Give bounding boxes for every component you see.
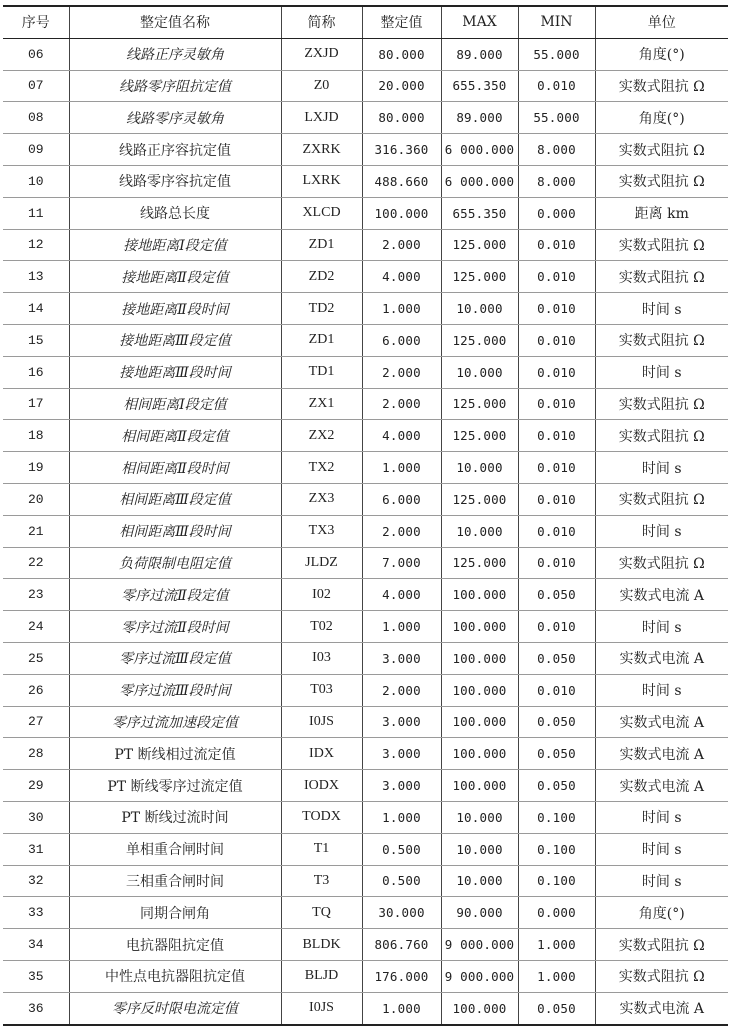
setting-name: 电抗器阻抗定值 — [69, 929, 281, 961]
setting-value: 1.000 — [362, 992, 441, 1024]
table-row — [3, 579, 728, 611]
row-number: 29 — [3, 770, 69, 802]
setting-abbr: BLDK — [281, 929, 362, 961]
setting-min: 55.000 — [518, 38, 595, 70]
setting-name: PT 断线相过流定值 — [69, 738, 281, 770]
setting-unit: 实数式阻抗 Ω — [595, 70, 728, 102]
setting-max: 10.000 — [441, 865, 518, 897]
setting-abbr: IODX — [281, 770, 362, 802]
setting-min: 0.010 — [518, 261, 595, 293]
setting-abbr: JLDZ — [281, 547, 362, 579]
row-number: 22 — [3, 547, 69, 579]
setting-min: 0.100 — [518, 833, 595, 865]
setting-max: 89.000 — [441, 102, 518, 134]
setting-unit: 实数式阻抗 Ω — [595, 960, 728, 992]
setting-unit: 实数式阻抗 Ω — [595, 229, 728, 261]
setting-value: 0.500 — [362, 833, 441, 865]
table-row — [3, 897, 728, 929]
setting-min: 55.000 — [518, 102, 595, 134]
setting-abbr: ZX1 — [281, 388, 362, 420]
table-row — [3, 483, 728, 515]
setting-name: 零序过流Ⅱ段定值 — [69, 579, 281, 611]
row-number: 34 — [3, 929, 69, 961]
setting-max: 90.000 — [441, 897, 518, 929]
setting-min: 0.050 — [518, 642, 595, 674]
setting-name: 零序过流Ⅲ段定值 — [69, 642, 281, 674]
setting-value: 806.760 — [362, 929, 441, 961]
setting-max: 100.000 — [441, 706, 518, 738]
setting-unit: 实数式阻抗 Ω — [595, 165, 728, 197]
row-number: 07 — [3, 70, 69, 102]
setting-value: 316.360 — [362, 134, 441, 166]
setting-min: 1.000 — [518, 929, 595, 961]
setting-name: 相间距离Ⅱ段定值 — [69, 420, 281, 452]
setting-abbr: TD2 — [281, 293, 362, 325]
table-row — [3, 960, 728, 992]
setting-min: 0.010 — [518, 611, 595, 643]
setting-name: 接地距离Ⅰ段定值 — [69, 229, 281, 261]
table-row — [3, 293, 728, 325]
table-row — [3, 770, 728, 802]
setting-min: 0.010 — [518, 547, 595, 579]
setting-unit: 实数式阻抗 Ω — [595, 547, 728, 579]
setting-name: 线路零序容抗定值 — [69, 165, 281, 197]
header-row — [3, 6, 728, 38]
setting-min: 0.010 — [518, 70, 595, 102]
row-number: 20 — [3, 483, 69, 515]
setting-abbr: ZD1 — [281, 229, 362, 261]
setting-value: 1.000 — [362, 452, 441, 484]
setting-abbr: TX3 — [281, 515, 362, 547]
setting-name: 中性点电抗器阻抗定值 — [69, 960, 281, 992]
table-row — [3, 833, 728, 865]
header-abbr: 简称 — [281, 6, 362, 38]
setting-name: 单相重合闸时间 — [69, 833, 281, 865]
setting-max: 100.000 — [441, 579, 518, 611]
setting-unit: 实数式电流 A — [595, 992, 728, 1024]
setting-unit: 实数式电流 A — [595, 706, 728, 738]
setting-name: 线路正序容抗定值 — [69, 134, 281, 166]
setting-max: 9 000.000 — [441, 929, 518, 961]
setting-unit: 距离 km — [595, 197, 728, 229]
setting-max: 10.000 — [441, 356, 518, 388]
setting-max: 125.000 — [441, 547, 518, 579]
row-number: 32 — [3, 865, 69, 897]
setting-max: 125.000 — [441, 229, 518, 261]
setting-unit: 实数式阻抗 Ω — [595, 261, 728, 293]
setting-value: 4.000 — [362, 261, 441, 293]
table-row — [3, 642, 728, 674]
setting-unit: 角度(°) — [595, 897, 728, 929]
setting-name: 零序过流Ⅲ段时间 — [69, 674, 281, 706]
setting-unit: 实数式阻抗 Ω — [595, 929, 728, 961]
setting-unit: 实数式电流 A — [595, 770, 728, 802]
row-number: 28 — [3, 738, 69, 770]
row-number: 13 — [3, 261, 69, 293]
setting-unit: 实数式阻抗 Ω — [595, 134, 728, 166]
setting-min: 0.010 — [518, 229, 595, 261]
setting-abbr: I02 — [281, 579, 362, 611]
setting-max: 125.000 — [441, 388, 518, 420]
setting-value: 4.000 — [362, 579, 441, 611]
setting-min: 0.010 — [518, 515, 595, 547]
setting-max: 100.000 — [441, 992, 518, 1024]
setting-abbr: ZX2 — [281, 420, 362, 452]
setting-max: 100.000 — [441, 642, 518, 674]
setting-name: 相间距离Ⅲ段定值 — [69, 483, 281, 515]
setting-abbr: TX2 — [281, 452, 362, 484]
setting-name: PT 断线过流时间 — [69, 801, 281, 833]
setting-min: 0.000 — [518, 197, 595, 229]
row-number: 36 — [3, 992, 69, 1024]
setting-name: 相间距离Ⅱ段时间 — [69, 452, 281, 484]
setting-value: 1.000 — [362, 293, 441, 325]
setting-value: 488.660 — [362, 165, 441, 197]
table-row — [3, 801, 728, 833]
setting-name: 相间距离Ⅰ段定值 — [69, 388, 281, 420]
setting-unit: 时间 s — [595, 452, 728, 484]
table-row — [3, 420, 728, 452]
table-row — [3, 388, 728, 420]
setting-unit: 时间 s — [595, 801, 728, 833]
setting-unit: 时间 s — [595, 611, 728, 643]
setting-unit: 实数式电流 A — [595, 579, 728, 611]
setting-min: 0.010 — [518, 356, 595, 388]
setting-max: 100.000 — [441, 738, 518, 770]
setting-abbr: I0JS — [281, 992, 362, 1024]
setting-value: 100.000 — [362, 197, 441, 229]
setting-value: 3.000 — [362, 770, 441, 802]
setting-max: 125.000 — [441, 483, 518, 515]
setting-abbr: LXRK — [281, 165, 362, 197]
setting-abbr: T3 — [281, 865, 362, 897]
table-row — [3, 611, 728, 643]
setting-min: 0.010 — [518, 324, 595, 356]
setting-unit: 时间 s — [595, 515, 728, 547]
setting-unit: 实数式阻抗 Ω — [595, 324, 728, 356]
row-number: 09 — [3, 134, 69, 166]
setting-value: 80.000 — [362, 38, 441, 70]
setting-unit: 时间 s — [595, 833, 728, 865]
setting-max: 10.000 — [441, 293, 518, 325]
setting-abbr: IDX — [281, 738, 362, 770]
setting-name: PT 断线零序过流定值 — [69, 770, 281, 802]
table-body — [3, 38, 728, 1024]
setting-unit: 实数式阻抗 Ω — [595, 388, 728, 420]
setting-abbr: ZD1 — [281, 324, 362, 356]
setting-value: 30.000 — [362, 897, 441, 929]
table-row — [3, 197, 728, 229]
row-number: 35 — [3, 960, 69, 992]
table-row — [3, 547, 728, 579]
setting-unit: 时间 s — [595, 356, 728, 388]
setting-min: 0.010 — [518, 674, 595, 706]
setting-value: 3.000 — [362, 706, 441, 738]
setting-value: 2.000 — [362, 229, 441, 261]
setting-value: 2.000 — [362, 356, 441, 388]
setting-min: 8.000 — [518, 134, 595, 166]
setting-unit: 实数式阻抗 Ω — [595, 420, 728, 452]
setting-max: 10.000 — [441, 801, 518, 833]
table-row — [3, 992, 728, 1024]
row-number: 08 — [3, 102, 69, 134]
header-min: MIN — [518, 6, 595, 38]
setting-unit: 角度(°) — [595, 38, 728, 70]
table-row — [3, 229, 728, 261]
setting-name: 同期合闸角 — [69, 897, 281, 929]
row-number: 15 — [3, 324, 69, 356]
setting-abbr: TODX — [281, 801, 362, 833]
setting-max: 6 000.000 — [441, 165, 518, 197]
row-number: 16 — [3, 356, 69, 388]
setting-name: 线路零序阻抗定值 — [69, 70, 281, 102]
setting-max: 655.350 — [441, 70, 518, 102]
setting-max: 125.000 — [441, 420, 518, 452]
settings-table — [3, 5, 728, 1026]
setting-abbr: I0JS — [281, 706, 362, 738]
setting-min: 0.010 — [518, 293, 595, 325]
setting-max: 9 000.000 — [441, 960, 518, 992]
setting-value: 1.000 — [362, 611, 441, 643]
header-unit: 单位 — [595, 6, 728, 38]
setting-value: 6.000 — [362, 483, 441, 515]
setting-unit: 实数式阻抗 Ω — [595, 483, 728, 515]
setting-max: 100.000 — [441, 611, 518, 643]
row-number: 11 — [3, 197, 69, 229]
setting-min: 0.010 — [518, 452, 595, 484]
row-number: 10 — [3, 165, 69, 197]
setting-max: 125.000 — [441, 261, 518, 293]
setting-name: 线路正序灵敏角 — [69, 38, 281, 70]
setting-max: 655.350 — [441, 197, 518, 229]
setting-unit: 时间 s — [595, 865, 728, 897]
setting-name: 接地距离Ⅱ段定值 — [69, 261, 281, 293]
setting-value: 6.000 — [362, 324, 441, 356]
table-row — [3, 261, 728, 293]
table-row — [3, 38, 728, 70]
table-row — [3, 70, 728, 102]
setting-min: 0.050 — [518, 579, 595, 611]
table-row — [3, 865, 728, 897]
setting-min: 0.100 — [518, 801, 595, 833]
row-number: 33 — [3, 897, 69, 929]
row-number: 30 — [3, 801, 69, 833]
setting-value: 176.000 — [362, 960, 441, 992]
setting-min: 8.000 — [518, 165, 595, 197]
setting-max: 10.000 — [441, 452, 518, 484]
setting-min: 1.000 — [518, 960, 595, 992]
setting-value: 2.000 — [362, 388, 441, 420]
setting-name: 相间距离Ⅲ段时间 — [69, 515, 281, 547]
row-number: 14 — [3, 293, 69, 325]
setting-name: 线路零序灵敏角 — [69, 102, 281, 134]
row-number: 24 — [3, 611, 69, 643]
setting-value: 3.000 — [362, 642, 441, 674]
setting-value: 0.500 — [362, 865, 441, 897]
setting-name: 负荷限制电阻定值 — [69, 547, 281, 579]
row-number: 19 — [3, 452, 69, 484]
setting-max: 10.000 — [441, 515, 518, 547]
setting-min: 0.050 — [518, 992, 595, 1024]
setting-abbr: XLCD — [281, 197, 362, 229]
setting-value: 3.000 — [362, 738, 441, 770]
setting-name: 零序过流加速段定值 — [69, 706, 281, 738]
table-row — [3, 356, 728, 388]
header-value: 整定值 — [362, 6, 441, 38]
setting-max: 100.000 — [441, 674, 518, 706]
setting-abbr: I03 — [281, 642, 362, 674]
setting-abbr: ZXRK — [281, 134, 362, 166]
setting-name: 接地距离Ⅱ段时间 — [69, 293, 281, 325]
setting-min: 0.000 — [518, 897, 595, 929]
setting-max: 125.000 — [441, 324, 518, 356]
row-number: 23 — [3, 579, 69, 611]
setting-value: 4.000 — [362, 420, 441, 452]
row-number: 17 — [3, 388, 69, 420]
row-number: 27 — [3, 706, 69, 738]
row-number: 25 — [3, 642, 69, 674]
setting-unit: 时间 s — [595, 293, 728, 325]
row-number: 18 — [3, 420, 69, 452]
setting-abbr: TQ — [281, 897, 362, 929]
setting-abbr: BLJD — [281, 960, 362, 992]
setting-abbr: ZD2 — [281, 261, 362, 293]
setting-min: 0.010 — [518, 483, 595, 515]
setting-unit: 时间 s — [595, 674, 728, 706]
header-max: MAX — [441, 6, 518, 38]
table-row — [3, 738, 728, 770]
row-number: 06 — [3, 38, 69, 70]
table-row — [3, 452, 728, 484]
setting-min: 0.010 — [518, 420, 595, 452]
setting-unit: 角度(°) — [595, 102, 728, 134]
setting-max: 100.000 — [441, 770, 518, 802]
setting-max: 6 000.000 — [441, 134, 518, 166]
setting-value: 2.000 — [362, 674, 441, 706]
setting-abbr: ZXJD — [281, 38, 362, 70]
row-number: 12 — [3, 229, 69, 261]
setting-min: 0.100 — [518, 865, 595, 897]
setting-name: 零序反时限电流定值 — [69, 992, 281, 1024]
table-row — [3, 929, 728, 961]
setting-value: 2.000 — [362, 515, 441, 547]
table-row — [3, 706, 728, 738]
setting-abbr: Z0 — [281, 70, 362, 102]
table-row — [3, 674, 728, 706]
setting-name: 三相重合闸时间 — [69, 865, 281, 897]
setting-abbr: LXJD — [281, 102, 362, 134]
setting-name: 零序过流Ⅱ段时间 — [69, 611, 281, 643]
table-row — [3, 165, 728, 197]
setting-abbr: T02 — [281, 611, 362, 643]
setting-name: 线路总长度 — [69, 197, 281, 229]
setting-abbr: ZX3 — [281, 483, 362, 515]
setting-min: 0.050 — [518, 738, 595, 770]
header-name: 整定值名称 — [69, 6, 281, 38]
setting-min: 0.050 — [518, 706, 595, 738]
setting-min: 0.050 — [518, 770, 595, 802]
setting-name: 接地距离Ⅲ段定值 — [69, 324, 281, 356]
setting-abbr: T1 — [281, 833, 362, 865]
setting-max: 89.000 — [441, 38, 518, 70]
table-row — [3, 515, 728, 547]
setting-value: 80.000 — [362, 102, 441, 134]
row-number: 31 — [3, 833, 69, 865]
setting-abbr: TD1 — [281, 356, 362, 388]
setting-unit: 实数式电流 A — [595, 642, 728, 674]
setting-min: 0.010 — [518, 388, 595, 420]
setting-unit: 实数式电流 A — [595, 738, 728, 770]
setting-name: 接地距离Ⅲ段时间 — [69, 356, 281, 388]
table-row — [3, 102, 728, 134]
setting-value: 1.000 — [362, 801, 441, 833]
setting-max: 10.000 — [441, 833, 518, 865]
setting-value: 20.000 — [362, 70, 441, 102]
table-row — [3, 134, 728, 166]
setting-value: 7.000 — [362, 547, 441, 579]
row-number: 21 — [3, 515, 69, 547]
table-header — [3, 6, 728, 38]
setting-abbr: T03 — [281, 674, 362, 706]
header-no: 序号 — [3, 6, 69, 38]
table-row — [3, 324, 728, 356]
row-number: 26 — [3, 674, 69, 706]
